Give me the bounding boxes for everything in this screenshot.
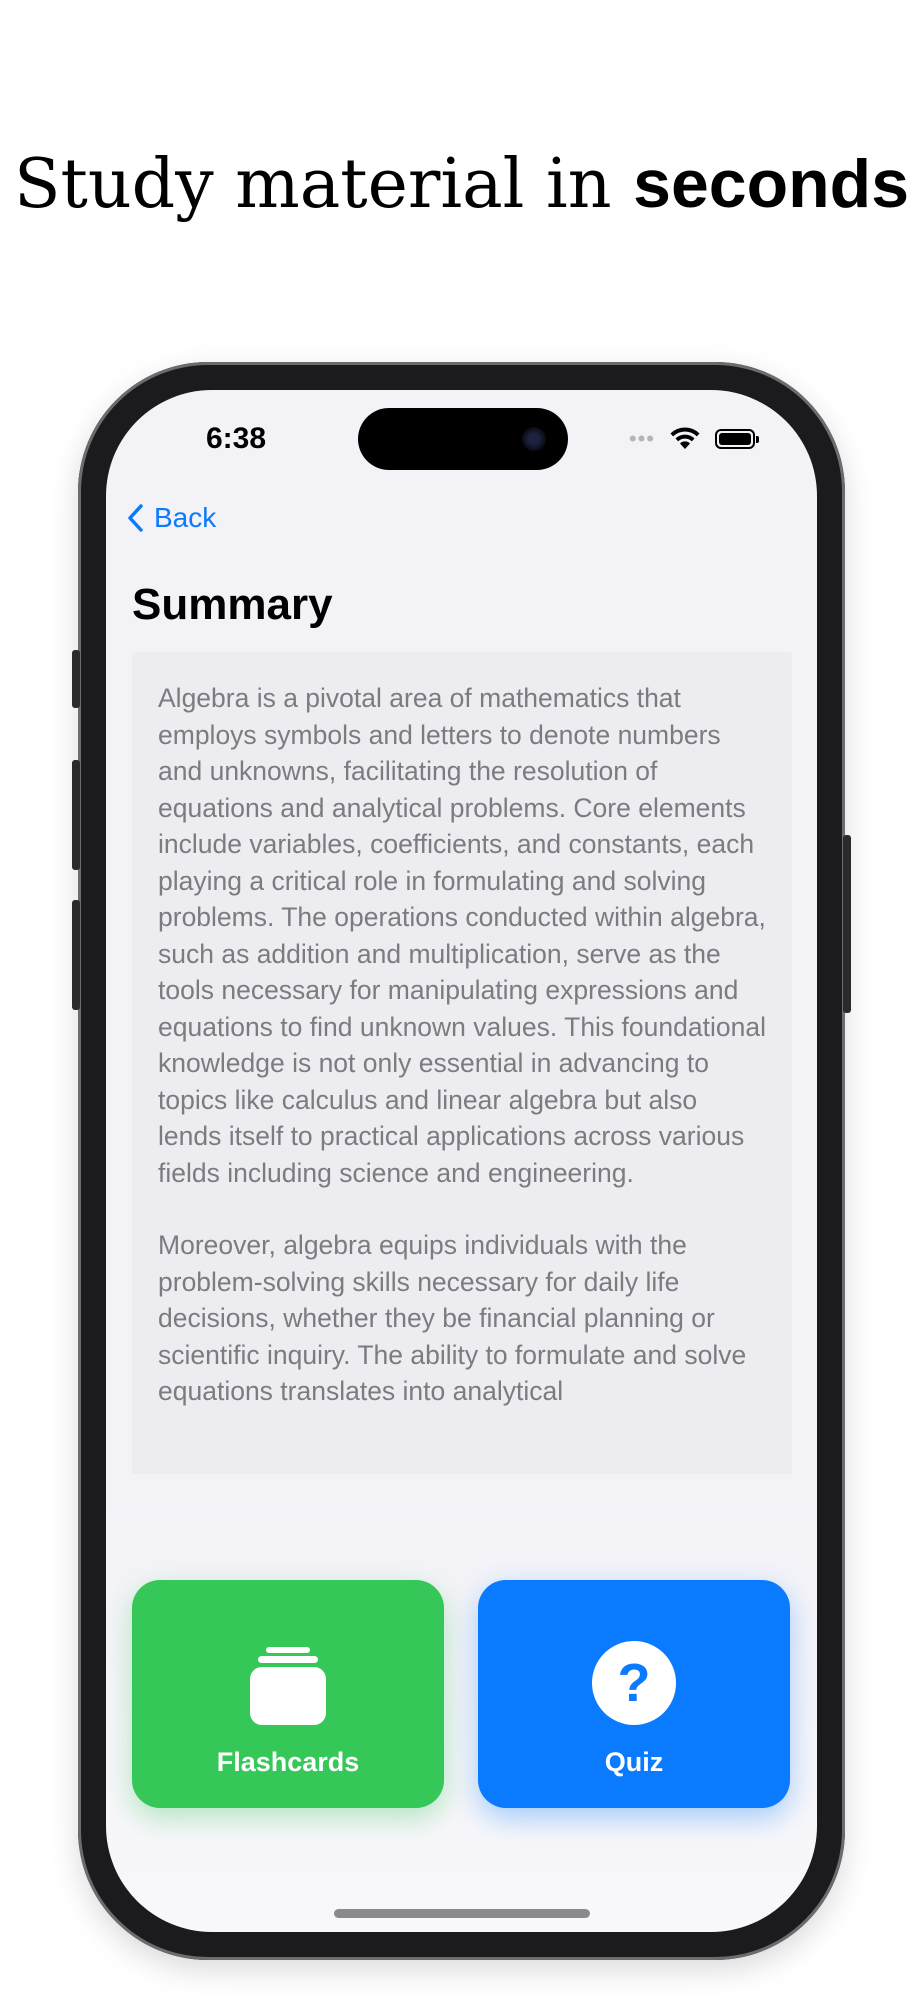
volume-up-button xyxy=(72,760,80,870)
marketing-headline xyxy=(0,145,923,224)
back-button[interactable] xyxy=(126,502,216,534)
page-title: Summary xyxy=(132,580,333,629)
dynamic-island xyxy=(358,408,568,470)
summary-paragraph: Algebra is a pivotal area of mathematics that employs symbols and letters to denote numbers and unknowns, facilitating the resolution of equations and analytical problems. Core elements include variables, coefficients, and constants, each playing a critical role in formulating and solving problems. The operations conducted within algebra, such as addition and multiplication, serve as the tools necessary for manipulating expressions and equations to find unknown values. This foundational knowledge is not only essential in advancing to topics like calculus and linear algebra but also lends itself to practical applications across various fields including science and engineering. xyxy=(158,683,766,1188)
flashcards-label: Flashcards xyxy=(216,1747,360,1777)
camera-icon xyxy=(522,427,546,451)
question-mark: ? xyxy=(617,1653,651,1713)
battery-icon xyxy=(715,429,755,449)
quiz-label: Quiz xyxy=(604,1747,664,1777)
summary-paragraph: Moreover, algebra equips individuals with the problem-solving skills necessary for daily life decisions, whether they be financial planning or scientific inquiry. The ability to formulate and solve equations translates into analytical xyxy=(158,1230,747,1406)
signal-dots: ••• xyxy=(628,426,655,451)
chevron-left-icon xyxy=(126,503,144,533)
power-button xyxy=(843,835,851,1013)
headline-regular: Study material in xyxy=(13,145,634,224)
flashcards-button[interactable] xyxy=(132,1580,444,1808)
wifi-icon xyxy=(669,427,701,451)
back-label: Back xyxy=(154,502,217,533)
summary-scroll-view[interactable] xyxy=(132,652,792,1474)
summary-text xyxy=(132,652,792,1410)
status-time: 6:38 xyxy=(206,422,267,455)
volume-down-button xyxy=(72,900,80,1010)
headline-bold: seconds xyxy=(633,146,910,222)
home-indicator[interactable] xyxy=(334,1909,590,1918)
phone-screen xyxy=(106,390,817,1932)
question-icon xyxy=(592,1641,676,1725)
silent-switch xyxy=(72,650,80,708)
status-icons xyxy=(629,426,755,452)
quiz-button[interactable] xyxy=(478,1580,790,1808)
flashcards-icon xyxy=(250,1647,326,1725)
